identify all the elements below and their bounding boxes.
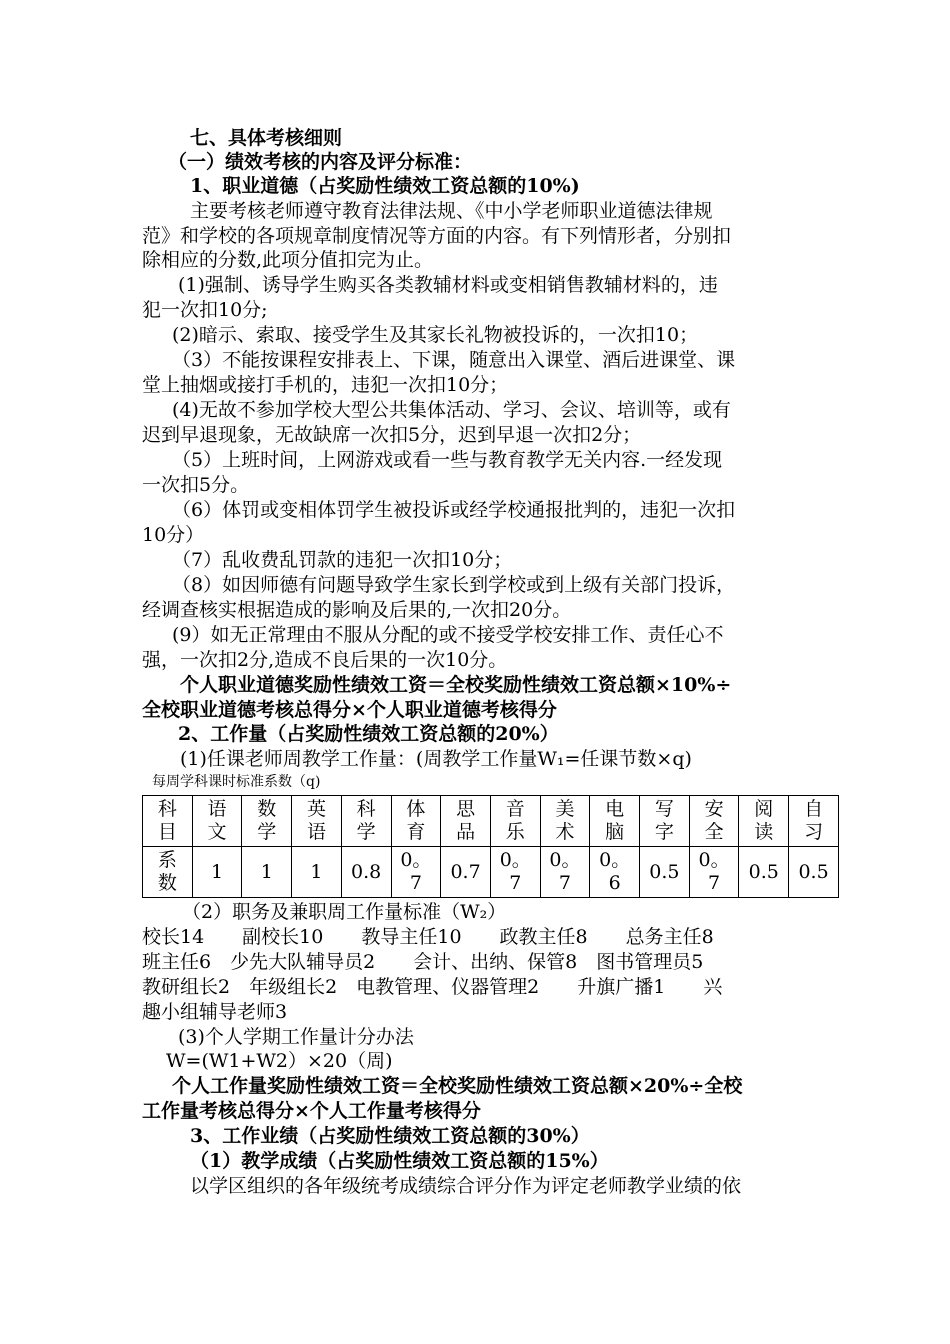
table-header-cell: 系 数	[143, 847, 193, 898]
subsection-heading: （一）绩效考核的内容及评分标准：	[168, 151, 473, 173]
formula-workload: 个人工作量奖励性绩效工资＝全校奖励性绩效工资总额×20%÷全校	[172, 1075, 743, 1097]
position-list-line: 班主任6 少先大队辅导员2 会计、出纳、保管8 图书管理员5	[142, 951, 704, 973]
subject-cell: 安 全	[689, 796, 739, 847]
rule-item: （3）不能按课程安排表上、下课，随意出入课堂、酒后进课堂、课	[172, 349, 736, 371]
rule-item: （7）乱收费乱罚款的违犯一次扣10分；	[172, 549, 513, 571]
rule-item: (2)暗示、索取、接受学生及其家长礼物被投诉的，一次扣10；	[172, 324, 699, 346]
formula-workload: 工作量考核总得分×个人工作量考核得分	[142, 1100, 481, 1122]
subject-cell: 体 育	[391, 796, 441, 847]
section-heading: 七、具体考核细则	[190, 127, 343, 149]
subject-cell: 阅 读	[739, 796, 789, 847]
rule-item: 迟到早退现象，无故缺席一次扣5分，迟到早退一次扣2分；	[142, 424, 642, 446]
position-list-line: 教研组长2 年级组长2 电教管理、仪器管理2 升旗广播1 兴	[142, 976, 723, 998]
paragraph-line: (1)任课老师周教学工作量：(周教学工作量W₁=任课节数×q)	[180, 748, 692, 770]
rule-item: (1)强制、诱导学生购买各类教辅材料或变相销售教辅材料的，违	[178, 274, 718, 296]
subject-cell: 电 脑	[590, 796, 640, 847]
subject-cell: 写 字	[640, 796, 690, 847]
rule-item: （5）上班时间，上网游戏或看一些与教育教学无关内容.一经发现	[172, 449, 723, 471]
subject-cell: 语 文	[192, 796, 242, 847]
subject-cell: 音 乐	[490, 796, 540, 847]
rule-item: (9）如无正常理由不服从分配的或不接受学校安排工作、责任心不	[172, 624, 724, 646]
value-cell: 0.5	[640, 847, 690, 898]
rule-item: 强，一次扣2分,造成不良后果的一次10分。	[142, 649, 508, 671]
coefficient-table	[142, 795, 839, 898]
subject-cell: 英 语	[292, 796, 342, 847]
value-cell: 0.8	[341, 847, 391, 898]
paragraph-line: 主要考核老师遵守教育法律法规、《中小学老师职业道德法律规	[190, 200, 713, 222]
rule-item: （6）体罚或变相体罚学生被投诉或经学校通报批判的，违犯一次扣	[172, 499, 736, 521]
item-heading-workload: 2、工作量（占奖励性绩效工资总额的20%）	[178, 723, 559, 745]
value-cell: 0.5	[739, 847, 789, 898]
value-cell: 0.5	[789, 847, 839, 898]
value-cell: 0。 6	[590, 847, 640, 898]
rule-item: 10分）	[142, 524, 205, 546]
subject-cell: 数 学	[242, 796, 292, 847]
subject-cell: 美 术	[540, 796, 590, 847]
rule-item: 堂上抽烟或接打手机的，违犯一次扣10分；	[142, 374, 509, 396]
value-cell: 1	[192, 847, 242, 898]
value-cell: 1	[242, 847, 292, 898]
paragraph-line: 范》和学校的各项规章制度情况等方面的内容。有下列情形者，分别扣	[142, 225, 732, 247]
formula-line: W=(W1+W2）×20（周)	[166, 1050, 393, 1072]
formula-ethics: 个人职业道德奖励性绩效工资＝全校奖励性绩效工资总额×10%÷	[180, 674, 732, 696]
paragraph-line: (3)个人学期工作量计分办法	[178, 1026, 414, 1048]
subject-cell: 思 品	[441, 796, 491, 847]
rule-item: 经调查核实根据造成的影响及后果的,一次扣20分。	[142, 599, 572, 621]
item-heading-ethics: 1、职业道德（占奖励性绩效工资总额的10%)	[190, 175, 580, 197]
item-heading-performance: 3、工作业绩（占奖励性绩效工资总额的30%）	[190, 1125, 590, 1147]
value-cell: 0。 7	[689, 847, 739, 898]
table-row	[143, 847, 839, 898]
value-cell: 0。 7	[540, 847, 590, 898]
subject-cell: 科 学	[341, 796, 391, 847]
value-cell: 1	[292, 847, 342, 898]
rule-item: 犯一次扣10分;	[142, 299, 268, 321]
rule-item: （8）如因师德有问题导致学生家长到学校或到上级有关部门投诉，	[172, 574, 736, 596]
formula-ethics: 全校职业道德考核总得分×个人职业道德考核得分	[142, 699, 557, 721]
rule-item: 一次扣5分。	[142, 474, 250, 496]
value-cell: 0.7	[441, 847, 491, 898]
value-cell: 0。 7	[391, 847, 441, 898]
rule-item: (4)无故不参加学校大型公共集体活动、学习、会议、培训等，或有	[172, 399, 731, 421]
value-cell: 0。 7	[490, 847, 540, 898]
paragraph-line: 除相应的分数,此项分值扣完为止。	[142, 249, 434, 271]
table-row	[143, 796, 839, 847]
subject-cell: 自 习	[789, 796, 839, 847]
table-caption: 每周学科课时标准系数（q)	[152, 774, 321, 790]
position-list-line: 趣小组辅导老师3	[142, 1001, 288, 1023]
paragraph-line: （2）职务及兼职周工作量标准（W₂）	[182, 901, 507, 923]
table-header-cell: 科 目	[143, 796, 193, 847]
subitem-heading: （1）教学成绩（占奖励性绩效工资总额的15%）	[190, 1150, 609, 1172]
position-list-line: 校长14 副校长10 教导主任10 政教主任8 总务主任8	[142, 926, 714, 948]
paragraph-line: 以学区组织的各年级统考成绩综合评分作为评定老师教学业绩的依	[190, 1175, 742, 1197]
